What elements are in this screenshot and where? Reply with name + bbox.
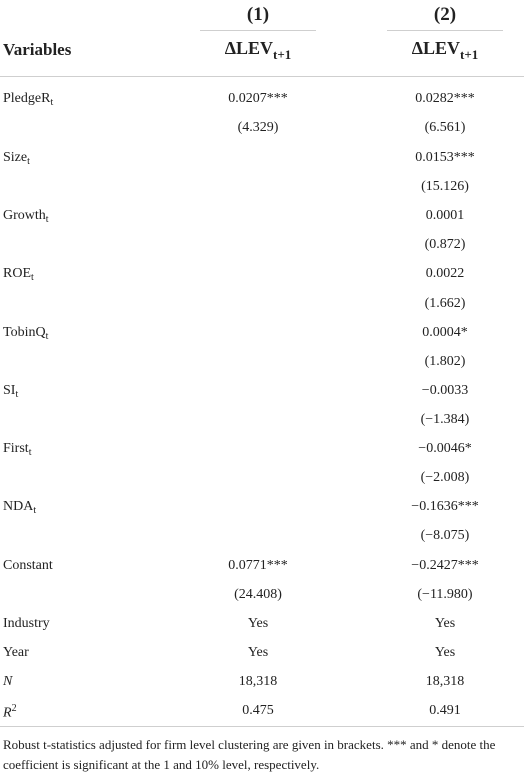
row-label: $SI_t$ xyxy=(3,383,19,400)
cell-col2: (6.561) xyxy=(424,120,466,135)
cell-col1: 18,318 xyxy=(238,674,278,689)
row-label: Year xyxy=(3,645,29,660)
cell-col2: −0.0033 xyxy=(421,383,469,398)
row-label: Constant xyxy=(3,558,53,573)
cell-col2: Yes xyxy=(434,616,456,631)
row-label: $R^2$ xyxy=(3,703,17,721)
cell-col2: −0.0046* xyxy=(418,441,472,456)
cell-col2: (−11.980) xyxy=(417,587,473,602)
cell-col2: (−1.384) xyxy=(420,412,470,427)
column-1-underline xyxy=(200,30,316,31)
table-footnote: Robust t-statistics adjusted for firm level clustering are given in brackets. *** and * denote the coefficient is significant at the 1 and 10% level, respectively. xyxy=(3,737,496,772)
variables-header: Variables xyxy=(3,40,72,59)
row-label: Industry xyxy=(3,616,50,631)
bottom-rule xyxy=(0,726,524,727)
cell-col2: (15.126) xyxy=(421,179,469,194)
row-label: Growth$_t$ xyxy=(3,208,49,225)
column-1-number: (1) xyxy=(246,4,270,25)
cell-col2: (1.802) xyxy=(424,354,466,369)
header-rule xyxy=(0,76,524,77)
cell-col2: 0.0004* xyxy=(422,325,468,340)
row-label: Size$_t$ xyxy=(3,150,30,167)
cell-col2: Yes xyxy=(434,645,456,660)
cell-col1: Yes xyxy=(247,616,269,631)
cell-col1: (24.408) xyxy=(234,587,282,602)
row-label: First$_t$ xyxy=(3,441,32,458)
cell-col2: −0.2427*** xyxy=(411,558,479,573)
cell-col1: 0.475 xyxy=(242,703,274,718)
cell-col2: 0.491 xyxy=(429,703,461,718)
cell-col1: 0.0207*** xyxy=(228,91,288,106)
cell-col2: 0.0001 xyxy=(425,208,465,223)
cell-col2: (0.872) xyxy=(424,237,466,252)
dependent-variable-col2: $\Delta LEV_{t+1}$ xyxy=(411,38,479,62)
cell-col2: 0.0282*** xyxy=(415,91,475,106)
cell-col2: (−8.075) xyxy=(420,528,470,543)
row-label: PledgeR$_t$ xyxy=(3,91,54,108)
dependent-variable-col1: $\Delta LEV_{t+1}$ xyxy=(224,38,292,62)
column-2-underline xyxy=(387,30,503,31)
column-2-number: (2) xyxy=(433,4,457,25)
cell-col2: 18,318 xyxy=(425,674,465,689)
row-label: $NDA_t$ xyxy=(3,499,37,516)
row-label: N xyxy=(3,674,13,689)
cell-col2: (1.662) xyxy=(424,296,466,311)
cell-col2: (−2.008) xyxy=(420,470,470,485)
cell-col1: Yes xyxy=(247,645,269,660)
row-label: $ROE_t$ xyxy=(3,266,34,283)
cell-col2: −0.1636*** xyxy=(411,499,479,514)
cell-col1: (4.329) xyxy=(237,120,279,135)
cell-col1: 0.0771*** xyxy=(228,558,288,573)
row-label: TobinQ$_t$ xyxy=(3,325,49,342)
cell-col2: 0.0153*** xyxy=(415,150,475,165)
cell-col2: 0.0022 xyxy=(425,266,465,281)
